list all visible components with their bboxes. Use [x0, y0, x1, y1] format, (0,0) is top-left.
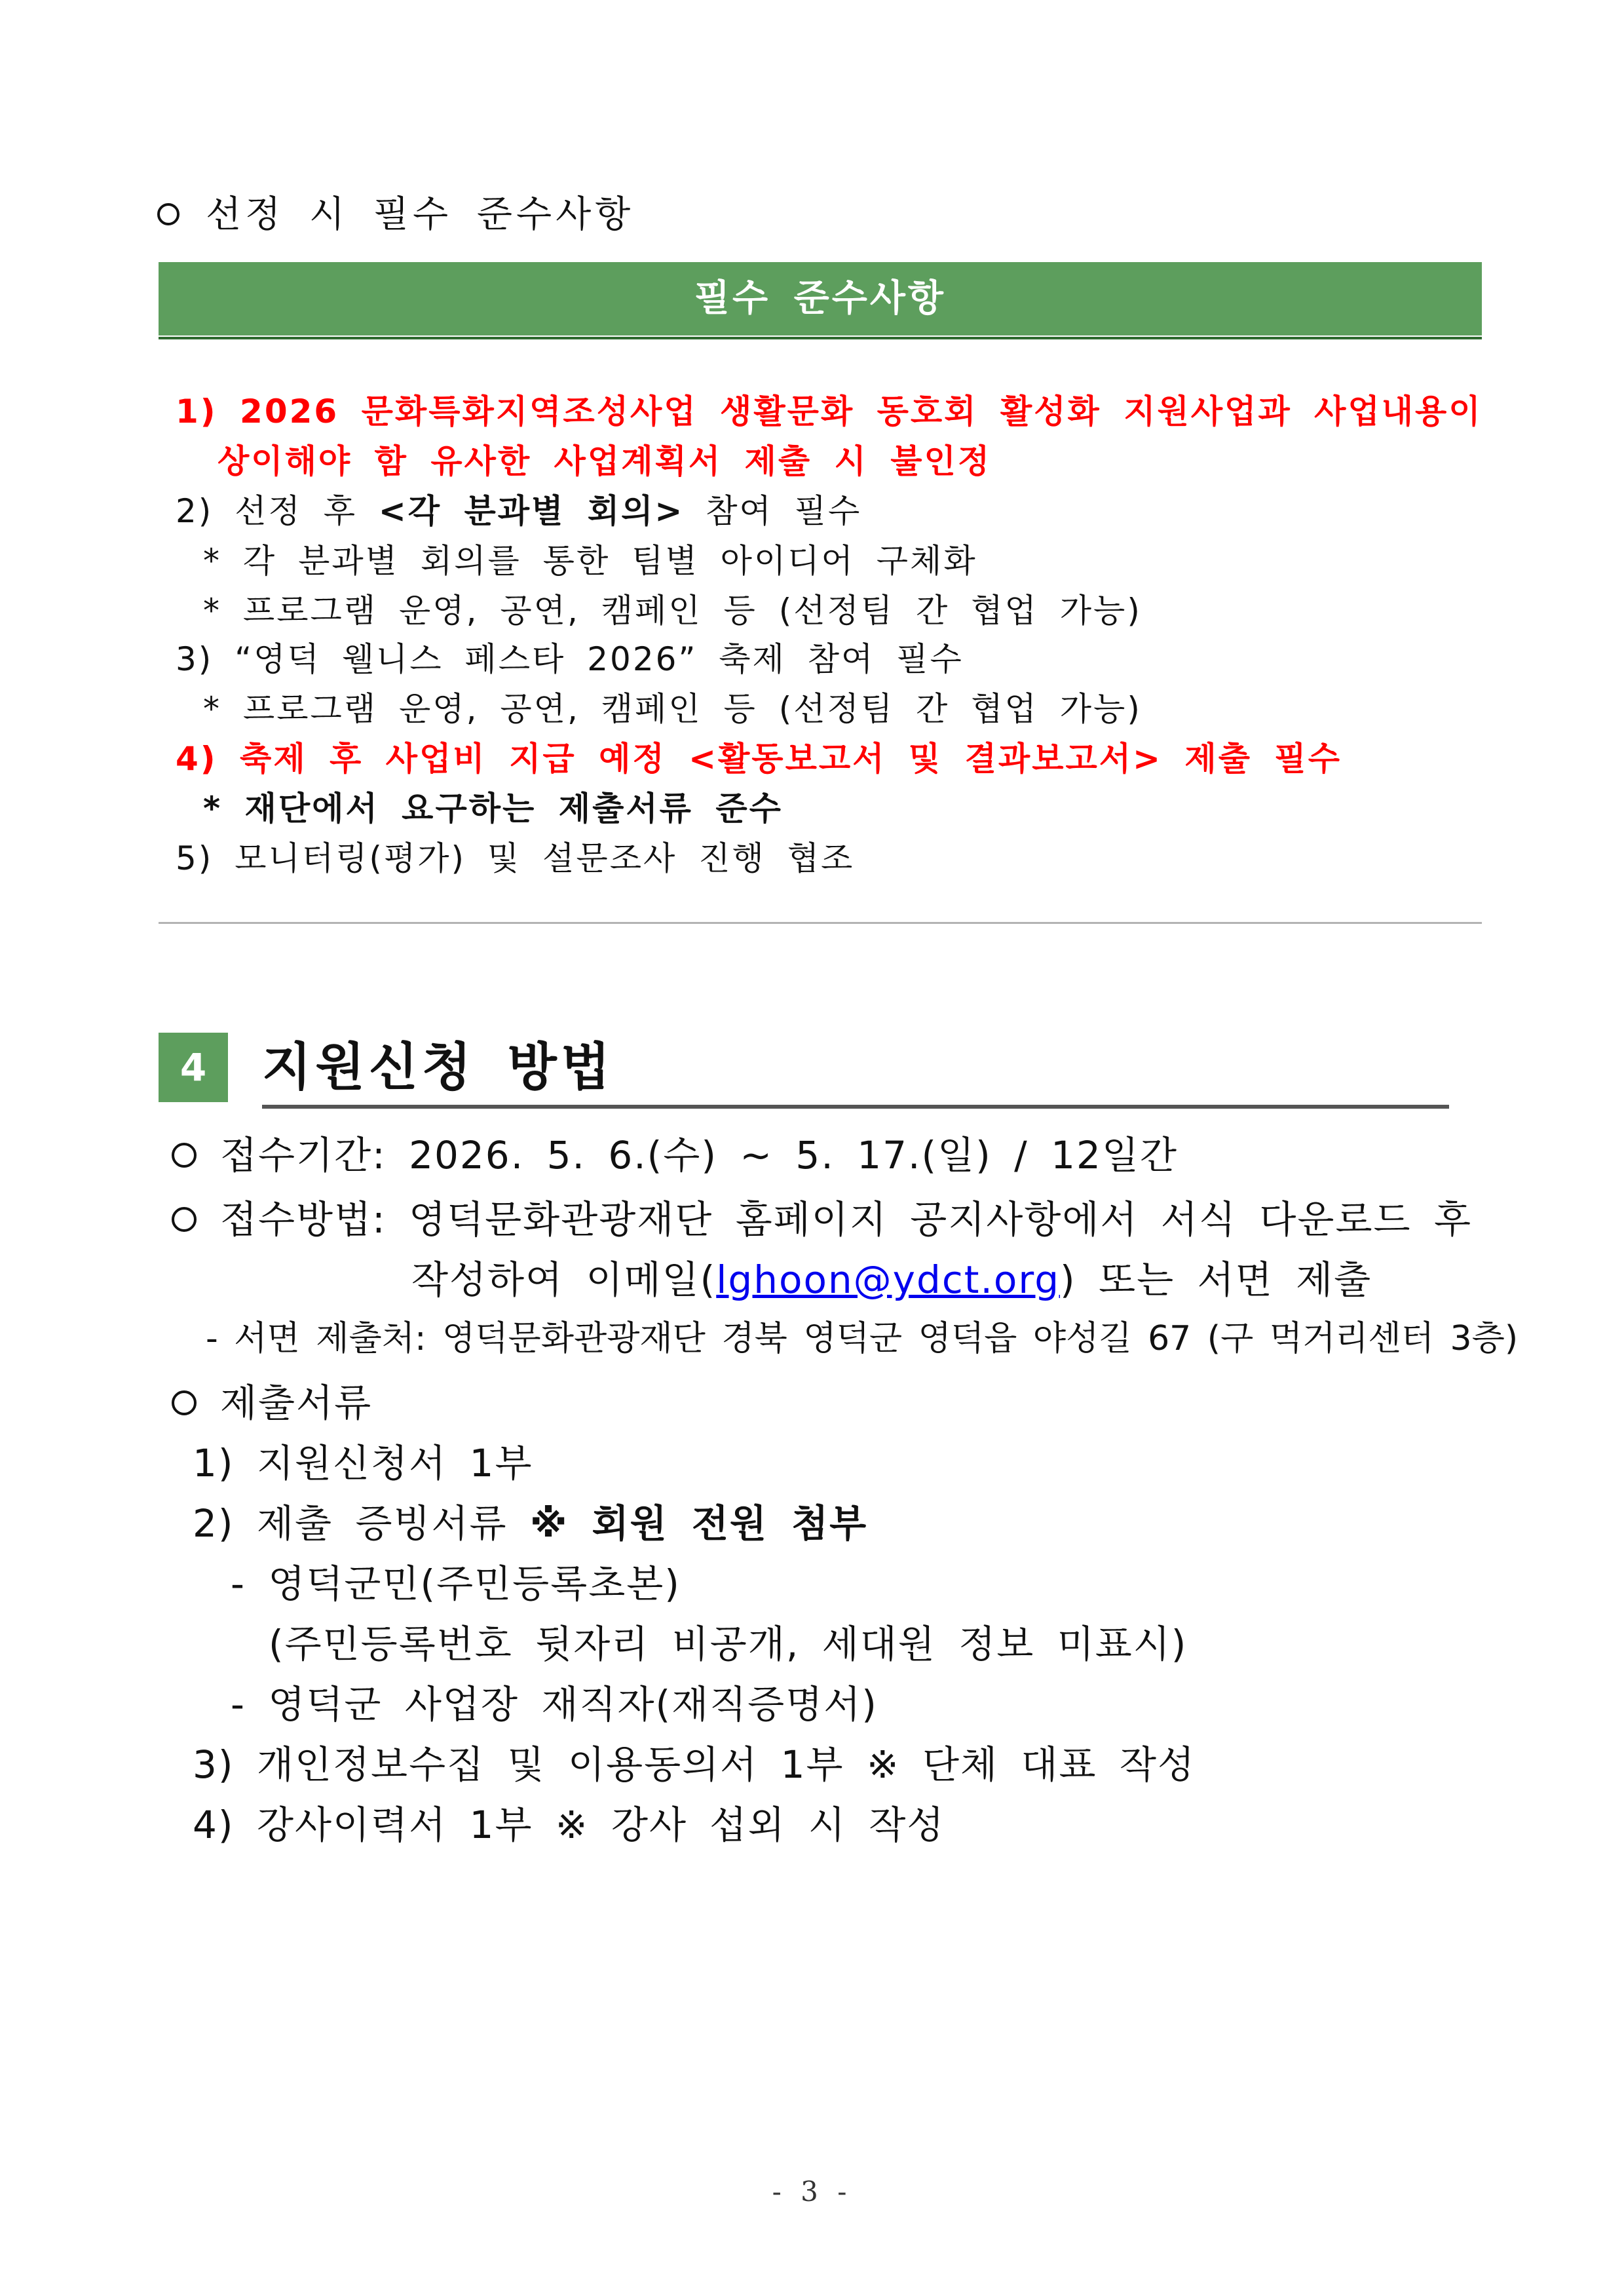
document-item-2-bold: ※ 회원 전원 첨부: [530, 1501, 868, 1546]
hollow-circle-bullet-icon: [172, 1390, 197, 1415]
required-item-2-post: 참여 필수: [684, 492, 862, 530]
required-item-3-sub-1: * 프로그램 운영, 공연, 캠페인 등 (선정팀 간 협업 가능): [203, 690, 1142, 728]
document-item-2: [193, 1493, 867, 1548]
hollow-circle-bullet-icon: [172, 1143, 197, 1168]
required-item-2-sub-1: * 각 분과별 회의를 통한 팀별 아이디어 구체화: [203, 542, 977, 580]
required-title: 필수 준수사항: [694, 277, 947, 320]
application-period-text: 접수기간: 2026. 5. 6.(수) ~ 5. 17.(일) / 12일간: [220, 1133, 1179, 1177]
submission-place: - 서면 제출처: 영덕문화관광재단 경북 영덕군 영덕읍 야성길 67 (구 먹거리센터 3층): [206, 1319, 1519, 1358]
email-link[interactable]: lghoon@ydct.org: [716, 1257, 1061, 1302]
required-item-1-line-2: 상이해야 함 유사한 사업계획서 제출 시 불인정: [217, 442, 992, 480]
required-item-4-sub-1: * 재단에서 요구하는 제출서류 준수: [203, 790, 783, 828]
section-title: 지원신청 방법: [262, 1038, 614, 1097]
document-item-3: 3) 개인정보수집 및 이용동의서 1부 ※ 단체 대표 작성: [193, 1742, 1196, 1787]
required-item-2-pre: 2) 선정 후: [176, 492, 379, 530]
page-number: - 3 -: [772, 2175, 852, 2208]
application-method-line-1: [172, 1189, 1472, 1244]
required-title-box-underline: [159, 337, 1482, 339]
required-heading-text: 선정 시 필수 준수사항: [206, 193, 635, 236]
document-item-2-sub-1: - 영덕군민(주민등록초본): [231, 1561, 681, 1606]
required-item-5: 5) 모니터링(평가) 및 설문조사 진행 협조: [176, 839, 855, 877]
hollow-circle-bullet-icon: [172, 1207, 197, 1232]
document-item-2-sub-2: - 영덕군 사업장 재직자(재직증명서): [231, 1682, 878, 1727]
documents-heading-text: 제출서류: [220, 1381, 373, 1425]
section-number-badge: 4: [159, 1033, 228, 1102]
document-item-2-pre: 2) 제출 증빙서류: [193, 1501, 531, 1546]
hollow-circle-bullet-icon: [157, 203, 179, 225]
application-method-line-2-pre: 작성하여 이메일(: [411, 1257, 717, 1302]
document-item-1: 1) 지원신청서 1부: [193, 1441, 533, 1485]
documents-heading: [172, 1372, 372, 1427]
required-section-heading: [157, 185, 634, 238]
document-item-2-sub-1-note: (주민등록번호 뒷자리 비공개, 세대원 정보 미표시): [269, 1622, 1188, 1666]
application-method-line-2-post: ) 또는 서면 제출: [1060, 1257, 1372, 1302]
required-item-2: [176, 485, 861, 532]
document-item-4: 4) 강사이력서 1부 ※ 강사 섭외 시 작성: [193, 1803, 945, 1847]
required-item-4: 4) 축제 후 사업비 지급 예정 <활동보고서 및 결과보고서> 제출 필수: [176, 740, 1342, 778]
required-item-2-bold: <각 분과별 회의>: [378, 492, 685, 530]
application-period: [172, 1124, 1178, 1179]
required-item-1-line-1: 1) 2026 문화특화지역조성사업 생활문화 동호회 활성화 지원사업과 사업내용이: [176, 392, 1482, 430]
required-item-2-sub-2: * 프로그램 운영, 공연, 캠페인 등 (선정팀 간 협업 가능): [203, 592, 1142, 630]
application-method-text: 접수방법: 영덕문화관광재단 홈페이지 공지사항에서 서식 다운로드 후: [220, 1197, 1472, 1242]
section-title-underline: [262, 1105, 1449, 1109]
required-item-3: 3) “영덕 웰니스 페스타 2026” 축제 참여 필수: [176, 640, 964, 678]
application-method-line-2: [411, 1249, 1372, 1304]
section-divider: [159, 922, 1482, 924]
